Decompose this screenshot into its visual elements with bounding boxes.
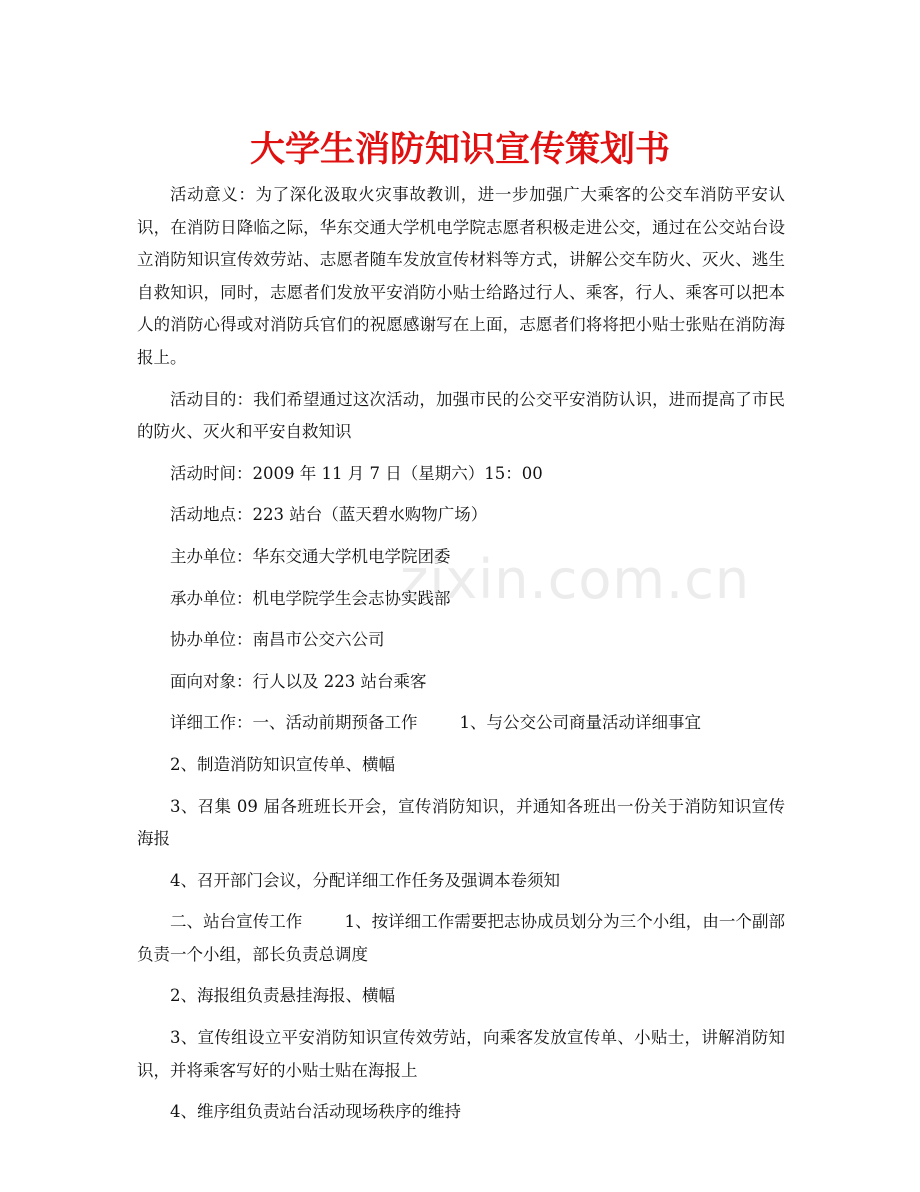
list-item: 3、宣传组设立平安消防知识宣传效劳站，向乘客发放宣传单、小贴士，讲解消防知识，并将乘客写好的小贴士贴在海报上 bbox=[137, 1028, 785, 1080]
paragraph-target-audience: 面向对象：行人以及 223 站台乘客 bbox=[170, 671, 427, 691]
paragraph-organizer: 主办单位：华东交通大学机电学院团委 bbox=[170, 546, 451, 566]
document-body bbox=[137, 179, 785, 1138]
paragraph-detailed-work: 详细工作：一、活动前期预备工作 1、与公交公司商量活动详细事宜 bbox=[170, 713, 701, 733]
paragraph-activity-significance: 活动意义：为了深化汲取火灾事故教训，进一步加强广大乘客的公交车消防平安认识，在消防日降临之际，华东交通大学机电学院志愿者积极走进公交，通过在公交站台设立消防知识宣传效劳站、志愿者随车发放宣传材料等方式，讲解公交车防火、灭火、逃生自救知识，同时，志愿者们发放平安消防小贴士给路过行人、乘客，行人、乘客可以把本人的消防心得或对消防兵官们的祝愿感谢写在上面，志愿者们将将把小贴士张贴在消防海报上。 bbox=[137, 185, 785, 367]
list-item: 4、召开部门会议，分配详细工作任务及强调本卷须知 bbox=[170, 870, 560, 890]
paragraph-undertaker: 承办单位：机电学院学生会志协实践部 bbox=[170, 588, 451, 608]
list-item: 2、制造消防知识宣传单、横幅 bbox=[170, 754, 395, 774]
paragraph-activity-purpose: 活动目的：我们希望通过这次活动，加强市民的公交平安消防认识，进而提高了市民的防火、灭火和平安自救知识 bbox=[137, 389, 785, 442]
list-item: 3、召集 09 届各班班长开会，宣传消防知识，并通知各班出一份关于消防知识宣传海报 bbox=[137, 796, 785, 849]
document-title: 大学生消防知识宣传策划书 bbox=[249, 130, 670, 170]
paragraph-station-promotion: 二、站台宣传工作 1、按详细工作需要把志协成员划分为三个小组，由一个副部负责一个小组，部长负责总调度 bbox=[137, 912, 785, 964]
paragraph-activity-location: 活动地点：223 站台（蓝天碧水购物广场） bbox=[170, 505, 488, 525]
watermark: zixin.com.cn bbox=[400, 548, 751, 611]
list-item: 4、维序组负责站台活动现场秩序的维持 bbox=[170, 1102, 461, 1122]
list-item: 2、海报组负责悬挂海报、横幅 bbox=[170, 986, 395, 1006]
paragraph-co-organizer: 协办单位：南昌市公交六公司 bbox=[170, 630, 385, 650]
paragraph-activity-time: 活动时间：2009 年 11 月 7 日（星期六）15：00 bbox=[170, 463, 543, 483]
